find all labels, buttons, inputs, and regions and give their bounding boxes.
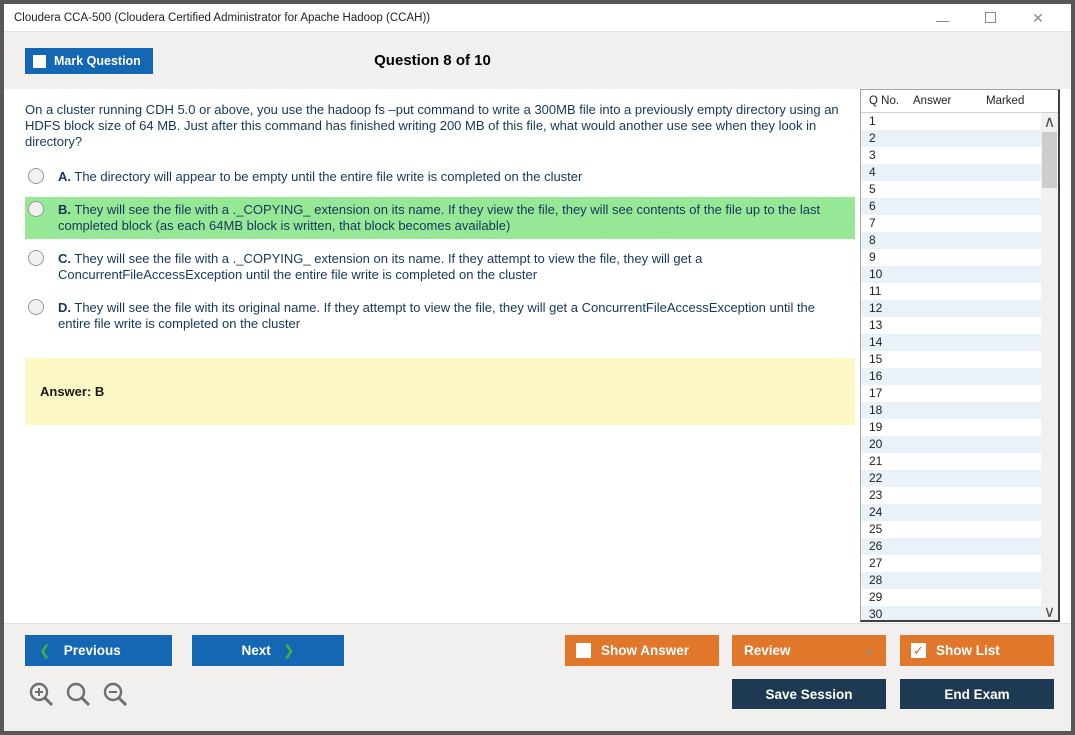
header-band bbox=[4, 31, 1071, 89]
row-qno: 3 bbox=[869, 148, 876, 162]
row-marked bbox=[983, 113, 1041, 130]
column-header-answer: Answer bbox=[913, 95, 952, 107]
row-answer bbox=[912, 538, 983, 555]
question-list-row[interactable] bbox=[861, 419, 1041, 436]
option-b[interactable] bbox=[25, 197, 855, 239]
search-icon[interactable] bbox=[65, 681, 92, 708]
question-list-row[interactable] bbox=[861, 334, 1041, 351]
row-marked bbox=[983, 164, 1041, 181]
row-answer bbox=[912, 317, 983, 334]
row-answer bbox=[912, 555, 983, 572]
question-list-row[interactable] bbox=[861, 130, 1041, 147]
check-icon: ✓ bbox=[913, 643, 924, 658]
question-list-row[interactable] bbox=[861, 232, 1041, 249]
question-list-row[interactable] bbox=[861, 555, 1041, 572]
row-marked bbox=[983, 487, 1041, 504]
row-qno: 6 bbox=[869, 199, 876, 213]
row-qno: 5 bbox=[869, 182, 876, 196]
row-answer bbox=[912, 487, 983, 504]
row-marked bbox=[983, 130, 1041, 147]
row-answer bbox=[912, 113, 983, 130]
row-qno: 24 bbox=[869, 505, 883, 519]
row-marked bbox=[983, 266, 1041, 283]
row-marked bbox=[983, 538, 1041, 555]
row-answer bbox=[912, 606, 983, 620]
option-c[interactable] bbox=[25, 246, 855, 288]
question-list-row[interactable] bbox=[861, 436, 1041, 453]
row-answer bbox=[912, 266, 983, 283]
option-a-radio[interactable] bbox=[28, 168, 44, 184]
row-qno: 10 bbox=[869, 267, 883, 281]
row-marked bbox=[983, 453, 1041, 470]
question-text: On a cluster running CDH 5.0 or above, you use the hadoop fs –put command to write a 300MB file into a previously empty directory using an HDFS block size of 64 MB. Just after this command has finished writing 200 MB of this file, what would another use see when they look in directory? bbox=[25, 102, 839, 149]
review-label: Review bbox=[744, 643, 791, 658]
chevron-left-icon: ❮ bbox=[39, 642, 51, 658]
minimize-icon bbox=[936, 21, 949, 22]
row-marked bbox=[983, 351, 1041, 368]
column-header-qno: Q No. bbox=[869, 95, 900, 107]
row-answer bbox=[912, 504, 983, 521]
row-marked bbox=[983, 470, 1041, 487]
question-list-row[interactable] bbox=[861, 300, 1041, 317]
question-list-row[interactable] bbox=[861, 113, 1041, 130]
question-list-row[interactable] bbox=[861, 487, 1041, 504]
row-answer bbox=[912, 181, 983, 198]
zoom-in-icon[interactable] bbox=[28, 681, 55, 708]
question-list-row[interactable] bbox=[861, 453, 1041, 470]
question-list-row[interactable] bbox=[861, 368, 1041, 385]
row-answer bbox=[912, 147, 983, 164]
question-list-row[interactable] bbox=[861, 215, 1041, 232]
row-qno: 16 bbox=[869, 369, 883, 383]
main-area bbox=[4, 89, 1071, 623]
question-rows-container bbox=[861, 113, 1041, 620]
row-answer bbox=[912, 385, 983, 402]
show-answer-label: Show Answer bbox=[601, 643, 690, 658]
row-answer bbox=[912, 334, 983, 351]
row-qno: 12 bbox=[869, 301, 883, 315]
maximize-icon bbox=[985, 12, 996, 23]
row-answer bbox=[912, 368, 983, 385]
row-marked bbox=[983, 436, 1041, 453]
question-list-row[interactable] bbox=[861, 606, 1041, 620]
row-qno: 8 bbox=[869, 233, 876, 247]
row-answer bbox=[912, 249, 983, 266]
question-list-row[interactable] bbox=[861, 181, 1041, 198]
question-list-row[interactable] bbox=[861, 521, 1041, 538]
question-list-row[interactable] bbox=[861, 504, 1041, 521]
row-marked bbox=[983, 249, 1041, 266]
question-list-scrollbar[interactable] bbox=[1041, 113, 1058, 620]
options-list bbox=[25, 164, 855, 337]
row-qno: 7 bbox=[869, 216, 876, 230]
row-marked bbox=[983, 606, 1041, 620]
end-exam-button[interactable] bbox=[900, 679, 1054, 709]
row-answer bbox=[912, 283, 983, 300]
show-answer-checkbox bbox=[576, 643, 591, 658]
show-answer-button[interactable] bbox=[565, 635, 719, 666]
row-marked bbox=[983, 589, 1041, 606]
row-answer bbox=[912, 453, 983, 470]
minimize-button[interactable] bbox=[931, 9, 953, 27]
row-qno: 25 bbox=[869, 522, 883, 536]
question-list-header bbox=[861, 90, 1058, 113]
question-list-row[interactable] bbox=[861, 198, 1041, 215]
option-d-letter: D. bbox=[58, 300, 71, 315]
question-list-row[interactable] bbox=[861, 317, 1041, 334]
window-title: Cloudera CCA-500 (Cloudera Certified Administrator for Apache Hadoop (CCAH)) bbox=[14, 11, 431, 24]
row-qno: 22 bbox=[869, 471, 883, 485]
question-list-panel bbox=[860, 89, 1060, 622]
show-list-label: Show List bbox=[936, 643, 1000, 658]
close-button[interactable] bbox=[1027, 9, 1049, 27]
row-qno: 15 bbox=[869, 352, 883, 366]
previous-button[interactable] bbox=[25, 635, 172, 666]
question-counter: Question 8 of 10 bbox=[374, 52, 491, 69]
row-marked bbox=[983, 317, 1041, 334]
row-qno: 23 bbox=[869, 488, 883, 502]
close-icon: ✕ bbox=[1032, 9, 1044, 26]
row-qno: 4 bbox=[869, 165, 876, 179]
option-d[interactable] bbox=[25, 295, 855, 337]
scroll-down-icon[interactable]: ∨ bbox=[1043, 603, 1056, 620]
zoom-tools bbox=[28, 681, 129, 708]
option-c-text: They will see the file with a ._COPYING_ extension on its name. If they attempt to view the file, they will get a ConcurrentFileAccessException until the entire file write is completed on the cluster bbox=[58, 251, 703, 282]
next-button[interactable] bbox=[192, 635, 344, 666]
row-qno: 26 bbox=[869, 539, 883, 553]
answer-label: Answer: B bbox=[40, 384, 105, 399]
question-list-row[interactable] bbox=[861, 589, 1041, 606]
row-qno: 17 bbox=[869, 386, 883, 400]
row-marked bbox=[983, 215, 1041, 232]
question-list-row[interactable] bbox=[861, 266, 1041, 283]
row-answer bbox=[912, 521, 983, 538]
row-qno: 30 bbox=[869, 607, 883, 620]
save-session-label: Save Session bbox=[765, 686, 853, 702]
row-marked bbox=[983, 300, 1041, 317]
row-answer bbox=[912, 130, 983, 147]
option-c-letter: C. bbox=[58, 251, 71, 266]
question-list-row[interactable] bbox=[861, 147, 1041, 164]
row-qno: 14 bbox=[869, 335, 883, 349]
row-qno: 20 bbox=[869, 437, 883, 451]
option-a[interactable] bbox=[25, 164, 855, 190]
row-answer bbox=[912, 402, 983, 419]
question-list-row[interactable] bbox=[861, 402, 1041, 419]
row-marked bbox=[983, 198, 1041, 215]
show-list-checkbox bbox=[911, 643, 926, 658]
option-d-radio[interactable] bbox=[28, 299, 44, 315]
row-qno: 28 bbox=[869, 573, 883, 587]
row-qno: 19 bbox=[869, 420, 883, 434]
chevron-right-icon: ❯ bbox=[282, 642, 295, 658]
option-b-radio[interactable] bbox=[28, 201, 44, 217]
row-qno: 21 bbox=[869, 454, 883, 468]
row-qno: 11 bbox=[869, 284, 882, 298]
question-list-row[interactable] bbox=[861, 283, 1041, 300]
row-marked bbox=[983, 419, 1041, 436]
row-qno: 1 bbox=[869, 114, 876, 128]
row-answer bbox=[912, 436, 983, 453]
row-marked bbox=[983, 147, 1041, 164]
option-b-letter: B. bbox=[58, 202, 71, 217]
row-qno: 9 bbox=[869, 250, 876, 264]
row-answer bbox=[912, 198, 983, 215]
row-answer bbox=[912, 300, 983, 317]
row-marked bbox=[983, 504, 1041, 521]
question-list-row[interactable] bbox=[861, 470, 1041, 487]
question-list-row[interactable] bbox=[861, 385, 1041, 402]
triangle-up-icon: ▲ bbox=[865, 645, 874, 656]
answer-box bbox=[25, 358, 855, 425]
row-qno: 2 bbox=[869, 131, 876, 145]
save-session-button[interactable] bbox=[732, 679, 886, 709]
next-label: Next bbox=[241, 643, 271, 658]
row-marked bbox=[983, 334, 1041, 351]
option-b-text: They will see the file with a ._COPYING_ extension on its name. If they view the file, they will see contents of the file up to the last completed block (as each 64MB block is written, that block becomes available) bbox=[58, 202, 821, 233]
row-answer bbox=[912, 470, 983, 487]
row-answer bbox=[912, 164, 983, 181]
row-answer bbox=[912, 589, 983, 606]
mark-question-label: Mark Question bbox=[54, 54, 141, 68]
question-list-row[interactable] bbox=[861, 538, 1041, 555]
question-list-row[interactable] bbox=[861, 164, 1041, 181]
window-controls bbox=[931, 9, 1071, 27]
column-header-marked: Marked bbox=[986, 95, 1025, 107]
row-qno: 27 bbox=[869, 556, 883, 570]
question-list-row[interactable] bbox=[861, 351, 1041, 368]
row-answer bbox=[912, 215, 983, 232]
option-d-text: They will see the file with its original name. If they attempt to view the file, they will get a ConcurrentFileAccessException until the entire file write is completed on the cluster bbox=[58, 300, 816, 331]
row-marked bbox=[983, 402, 1041, 419]
row-marked bbox=[983, 572, 1041, 589]
end-exam-label: End Exam bbox=[944, 686, 1010, 702]
option-a-text: The directory will appear to be empty until the entire file write is completed on the cluster bbox=[74, 169, 583, 184]
show-list-button[interactable] bbox=[900, 635, 1054, 666]
question-list-body bbox=[861, 113, 1058, 620]
row-marked bbox=[983, 283, 1041, 300]
row-marked bbox=[983, 232, 1041, 249]
titlebar bbox=[4, 4, 1071, 31]
option-a-letter: A. bbox=[58, 169, 71, 184]
row-answer bbox=[912, 351, 983, 368]
row-marked bbox=[983, 368, 1041, 385]
row-qno: 13 bbox=[869, 318, 883, 332]
row-answer bbox=[912, 232, 983, 249]
zoom-out-icon[interactable] bbox=[102, 681, 129, 708]
row-qno: 18 bbox=[869, 403, 883, 417]
row-qno: 29 bbox=[869, 590, 883, 604]
scroll-up-icon[interactable]: ∧ bbox=[1043, 113, 1056, 131]
review-button[interactable] bbox=[732, 635, 886, 666]
maximize-button[interactable] bbox=[979, 9, 1001, 27]
row-answer bbox=[912, 419, 983, 436]
row-marked bbox=[983, 555, 1041, 572]
previous-label: Previous bbox=[63, 643, 121, 658]
question-list-row[interactable] bbox=[861, 249, 1041, 266]
scrollbar-thumb[interactable] bbox=[1042, 132, 1057, 188]
footer-band bbox=[4, 623, 1071, 731]
row-marked bbox=[983, 181, 1041, 198]
option-c-radio[interactable] bbox=[28, 250, 44, 266]
row-marked bbox=[983, 385, 1041, 402]
row-marked bbox=[983, 521, 1041, 538]
row-answer bbox=[912, 572, 983, 589]
question-list-row[interactable] bbox=[861, 572, 1041, 589]
